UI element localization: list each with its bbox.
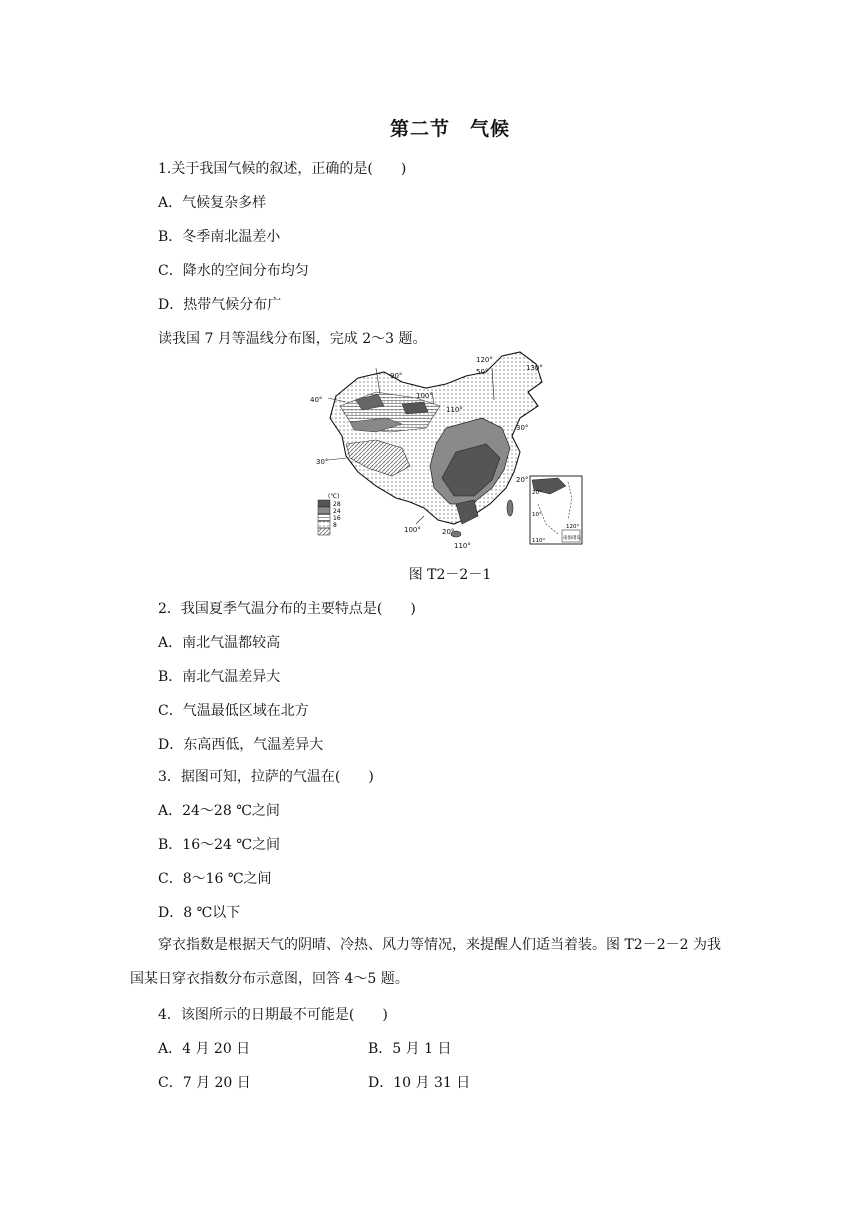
q2-option-b: B．南北气温差异大 [158,669,281,685]
china-july-isotherm-map [306,348,586,548]
label-90: 90° [390,372,403,380]
q1-option-a: A．气候复杂多样 [158,195,267,211]
inset-20: 20° [532,490,542,496]
page-title: 第二节 气候 [389,118,510,140]
map-legend [318,493,341,535]
q2-option-d: D．东高西低，气温差异大 [158,737,324,753]
legend-28: 28 [333,501,341,508]
figure-caption: 图 T2－2－1 [408,567,492,583]
q1-option-b: B．冬季南北温差小 [158,229,281,245]
intro-4-5: 穿衣指数是根据天气的阴晴、冷热、风力等情况，来提醒人们适当着装。图 T2－2－2 为我国某日穿衣指数分布示意图，回答 4～5 题。 [130,937,721,987]
q3-option-c: C．8～16 ℃之间 [158,871,272,887]
legend-24: 24 [333,508,341,515]
label-30n: 30° [316,458,329,466]
q3-option-a: A．24～28 ℃之间 [158,803,280,819]
label-20n: 20° [442,528,455,536]
inset-120: 120° [566,524,580,530]
legend-unit: (℃) [328,493,340,500]
q2-stem: 2．我国夏季气温分布的主要特点是( ) [158,601,416,617]
label-120: 120° [476,356,493,364]
q4-option-c: C．7 月 20 日 [158,1075,251,1091]
south-china-sea-inset [530,476,582,544]
label-50n: 50° [476,368,489,376]
intro-2-3: 读我国 7 月等温线分布图，完成 2～3 题。 [158,331,427,347]
q3-option-b: B．16～24 ℃之间 [158,837,281,853]
q4-stem: 4．该图所示的日期最不可能是( ) [158,1007,388,1023]
q4-option-d: D．10 月 31 日 [368,1075,471,1091]
legend-8: 8 [333,522,337,529]
label-40n: 40° [310,396,323,404]
q4-option-b: B．5 月 1 日 [368,1041,452,1057]
inset-caption: 南海诸岛 [563,536,581,541]
label-110b: 110° [454,542,471,548]
legend-16: 16 [333,515,341,522]
q4-option-a: A．4 月 20 日 [158,1041,251,1057]
q3-stem: 3．据图可知，拉萨的气温在( ) [158,769,374,785]
inset-10: 10° [532,512,542,518]
label-110: 110° [446,406,463,414]
q2-option-a: A．南北气温都较高 [158,635,281,651]
label-100b: 100° [404,526,421,534]
q1-stem: 1.关于我国气候的叙述，正确的是( ) [158,161,407,177]
inset-110: 110° [532,538,546,544]
q1-option-c: C．降水的空间分布均匀 [158,263,309,279]
label-20n-b: 20° [516,476,529,484]
q3-option-d: D．8 ℃以下 [158,905,241,921]
label-130: 130° [526,364,543,372]
q1-option-d: D．热带气候分布广 [158,297,282,313]
label-100: 100° [416,392,433,400]
q2-option-c: C．气温最低区域在北方 [158,703,309,719]
label-30n-b: 30° [516,424,529,432]
